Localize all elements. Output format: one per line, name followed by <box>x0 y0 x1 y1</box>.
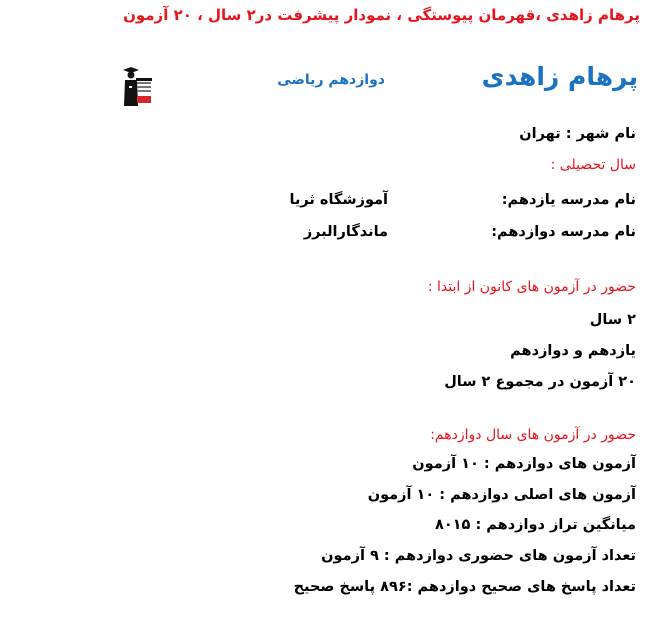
school-12-label: نام مدرسه دوازدهم: <box>491 224 636 240</box>
school-11-label: نام مدرسه یازدهم: <box>501 192 636 208</box>
attendance-total-line: یازدهم و دوازدهم <box>510 343 636 359</box>
academic-year-label: سال تحصیلی : <box>550 157 636 173</box>
city-line: نام شهر : تهران <box>519 126 636 142</box>
student-name: پرهام زاهدی <box>481 62 638 91</box>
grade-label: دوازدهم ریاضی <box>277 72 385 88</box>
school-11-value: آموزشگاه ثریا <box>289 192 388 208</box>
attendance-12-line: میانگین تراز دوازدهم : ۸۰۱۵ <box>434 517 636 533</box>
attendance-12-line: تعداد پاسخ های صحیح دوازدهم :۸۹۶ پاسخ صحیح <box>293 579 636 595</box>
attendance-total-heading: حضور در آزمون های کانون از ابتدا : <box>427 279 636 295</box>
attendance-total-line: ۲۰ آزمون در مجموع ۲ سال <box>444 374 636 390</box>
headline: پرهام زاهدی ،قهرمان پیوستگی ، نمودار پیشرفت در۲ سال ، ۲۰ آزمون <box>123 6 640 24</box>
school-12-value: ماندگارالبرز <box>303 224 388 240</box>
attendance-12-line: آزمون های دوازدهم : ۱۰ آزمون <box>412 456 636 472</box>
attendance-12-line: آزمون های اصلی دوازدهم : ۱۰ آزمون <box>367 487 636 503</box>
attendance-12-line: تعداد آزمون های حضوری دوازدهم : ۹ آزمون <box>321 548 636 564</box>
attendance-total-line: ۲ سال <box>589 312 636 328</box>
attendance-12-heading: حضور در آزمون های سال دوازدهم: <box>430 427 636 443</box>
institute-logo-icon <box>120 64 154 108</box>
